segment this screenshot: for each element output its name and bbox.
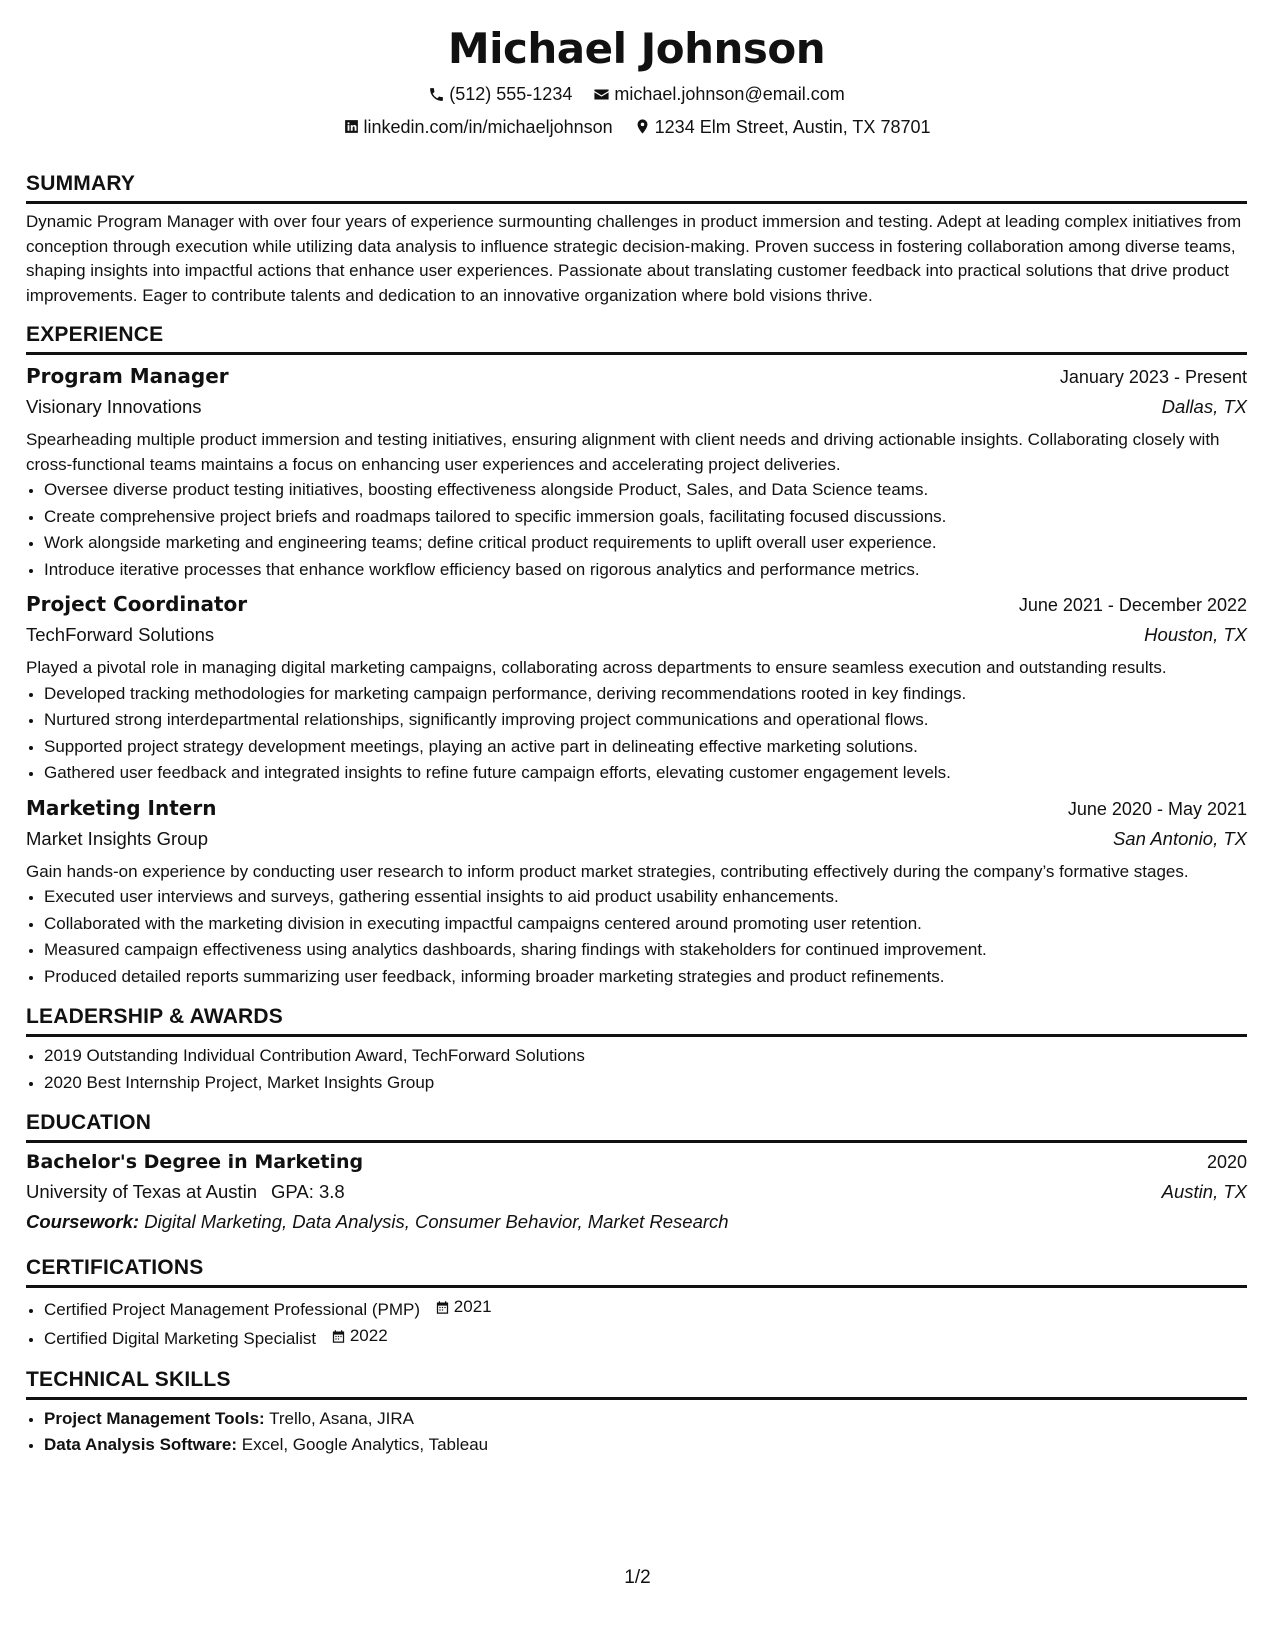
list-item: • 2020 Best Internship Project, Market Insights Group bbox=[44, 1070, 1247, 1097]
section-title-awards: LEADERSHIP & AWARDS bbox=[26, 1004, 1247, 1037]
list-item: • Work alongside marketing and engineering teams; define critical product requirements to uplift overall user experience. bbox=[44, 530, 1247, 557]
coursework-line bbox=[26, 1207, 1247, 1237]
list-item: • Create comprehensive project briefs and roadmaps tailored to specific immersion goals, facilitating focused discussions. bbox=[44, 504, 1247, 531]
phone-contact[interactable] bbox=[428, 82, 572, 106]
job-dates: June 2020 - May 2021 bbox=[1067, 798, 1247, 819]
job-description: Gain hands-on experience by conducting user research to inform product market strategies, contributing effectively during the company’s formative stages. bbox=[26, 861, 1189, 881]
list-item: • Gathered user feedback and integrated insights to refine future campaign efforts, elevating customer engagement levels. bbox=[44, 760, 1247, 787]
email-text: michael.johnson@email.com bbox=[614, 84, 845, 104]
phone-text: (512) 555-1234 bbox=[449, 84, 573, 104]
job-description: Spearheading multiple product immersion and testing initiatives, ensuring alignment with client needs and driving actionable insights. Collaborating closely with cross-functional teams maintains a focus on enhancing user experiences and accelerating project deliveries. bbox=[26, 430, 1220, 474]
calendar-icon bbox=[435, 1300, 450, 1315]
contact-line-1 bbox=[26, 82, 1247, 109]
skill-value: Excel, Google Analytics, Tableau bbox=[241, 1435, 489, 1454]
candidate-name: Michael Johnson bbox=[447, 24, 826, 73]
envelope-icon bbox=[593, 86, 610, 103]
awards-list bbox=[26, 1043, 1247, 1096]
list-item: • Supported project strategy development meetings, playing an active part in delineating effective marketing solutions. bbox=[44, 734, 1247, 761]
address-text: 1234 Elm Street, Austin, TX 78701 bbox=[654, 116, 931, 137]
page-number: 1/2 bbox=[624, 1567, 651, 1588]
job-title: Program Manager bbox=[26, 364, 229, 388]
school-line bbox=[26, 1177, 345, 1207]
job-bullets bbox=[26, 681, 1247, 787]
certifications-section bbox=[26, 1255, 1247, 1353]
skill-label: Project Management Tools: bbox=[44, 1408, 265, 1428]
linkedin-contact[interactable] bbox=[343, 115, 613, 139]
section-title-skills: TECHNICAL SKILLS bbox=[26, 1367, 1247, 1400]
address-contact bbox=[634, 115, 931, 139]
gpa: GPA: 3.8 bbox=[271, 1181, 345, 1202]
job-location: Dallas, TX bbox=[1161, 396, 1247, 417]
job-company: Market Insights Group bbox=[26, 827, 208, 849]
skills-section bbox=[26, 1367, 1247, 1459]
section-title-certifications: CERTIFICATIONS bbox=[26, 1255, 1247, 1288]
job-entry bbox=[26, 361, 1247, 583]
experience-section bbox=[26, 322, 1247, 990]
school-name: University of Texas at Austin bbox=[26, 1181, 258, 1202]
list-item bbox=[44, 1323, 1247, 1352]
certification-name: Certified Project Management Professional (PMP) bbox=[44, 1299, 421, 1319]
job-company: Visionary Innovations bbox=[26, 396, 202, 417]
list-item bbox=[44, 1294, 1247, 1323]
list-item: • Measured campaign effectiveness using analytics dashboards, sharing findings with stakeholders for continued improvement. bbox=[44, 937, 1247, 964]
awards-section bbox=[26, 1004, 1247, 1096]
resume-header bbox=[26, 22, 1247, 141]
job-title: Marketing Intern bbox=[26, 795, 217, 820]
job-company: TechForward Solutions bbox=[26, 624, 215, 645]
section-title-experience: EXPERIENCE bbox=[26, 322, 1247, 355]
list-item: • 2019 Outstanding Individual Contribution Award, TechForward Solutions bbox=[44, 1043, 1247, 1070]
degree-title: Bachelor's Degree in Marketing bbox=[26, 1151, 364, 1173]
certification-name: Certified Digital Marketing Specialist bbox=[44, 1329, 317, 1348]
certifications-list bbox=[26, 1294, 1247, 1353]
school-location: Austin, TX bbox=[1161, 1181, 1247, 1202]
contact-line-2 bbox=[26, 115, 1247, 142]
list-item: • Produced detailed reports summarizing user feedback, informing broader marketing strategies and product refinements. bbox=[44, 964, 1247, 991]
job-entry bbox=[26, 793, 1247, 991]
certification-date bbox=[331, 1323, 388, 1350]
job-title: Project Coordinator bbox=[26, 592, 248, 616]
list-item bbox=[44, 1406, 1247, 1433]
phone-icon bbox=[428, 86, 445, 103]
skill-value: Trello, Asana, JIRA bbox=[269, 1408, 415, 1428]
coursework-list: Digital Marketing, Data Analysis, Consumer Behavior, Market Research bbox=[144, 1211, 729, 1232]
certification-year: 2022 bbox=[349, 1326, 388, 1346]
section-title-summary: SUMMARY bbox=[26, 171, 1247, 204]
list-item: • Developed tracking methodologies for marketing campaign performance, deriving recommendations rooted in key findings. bbox=[44, 681, 1247, 708]
job-bullets bbox=[26, 884, 1247, 990]
graduation-year: 2020 bbox=[1206, 1152, 1247, 1172]
list-item: • Collaborated with the marketing division in executing impactful campaigns centered around promoting user retention. bbox=[44, 911, 1247, 938]
resume-page bbox=[26, 0, 1247, 1459]
calendar-icon bbox=[331, 1329, 346, 1344]
skills-list bbox=[26, 1406, 1247, 1459]
education-section bbox=[26, 1110, 1247, 1237]
linkedin-icon bbox=[343, 118, 360, 135]
certification-year: 2021 bbox=[453, 1297, 492, 1316]
list-item bbox=[44, 1432, 1247, 1459]
job-dates: June 2021 - December 2022 bbox=[1018, 595, 1247, 615]
list-item: • Nurtured strong interdepartmental relationships, significantly improving project communications and operational flows. bbox=[44, 707, 1247, 734]
list-item: • Introduce iterative processes that enhance workflow efficiency based on rigorous analytics and performance metrics. bbox=[44, 557, 1247, 584]
section-title-education: EDUCATION bbox=[26, 1110, 1247, 1143]
job-location: San Antonio, TX bbox=[1112, 827, 1247, 849]
coursework-label: Coursework: bbox=[26, 1211, 140, 1232]
linkedin-text: linkedin.com/in/michaeljohnson bbox=[363, 116, 613, 137]
summary-text: Dynamic Program Manager with over four years of experience surmounting challenges in product immersion and testing. Adept at leading complex initiatives from conception through execution while utilizing data analysis to influence strategic decision-making. Proven success in fostering collaboration among diverse teams, shaping insights into impactful actions that enhance user experiences. Passionate about translating customer feedback into practical solutions that drive product improvements. Eager to contribute talents and dedication to an innovative organization where bold visions thrive. bbox=[26, 212, 1242, 305]
certification-date bbox=[435, 1294, 492, 1321]
job-bullets bbox=[26, 477, 1247, 583]
job-dates: January 2023 - Present bbox=[1059, 367, 1247, 387]
email-contact[interactable] bbox=[593, 82, 844, 106]
skill-label: Data Analysis Software: bbox=[44, 1435, 238, 1454]
job-location: Houston, TX bbox=[1144, 624, 1247, 645]
list-item: • Executed user interviews and surveys, gathering essential insights to aid product usability enhancements. bbox=[44, 884, 1247, 911]
job-description: Played a pivotal role in managing digital marketing campaigns, collaborating across departments to ensure seamless execution and outstanding results. bbox=[26, 658, 1167, 677]
summary-section bbox=[26, 171, 1247, 308]
location-pin-icon bbox=[634, 118, 651, 135]
job-entry bbox=[26, 589, 1247, 787]
list-item: • Oversee diverse product testing initiatives, boosting effectiveness alongside Product, Sales, and Data Science teams. bbox=[44, 477, 1247, 504]
